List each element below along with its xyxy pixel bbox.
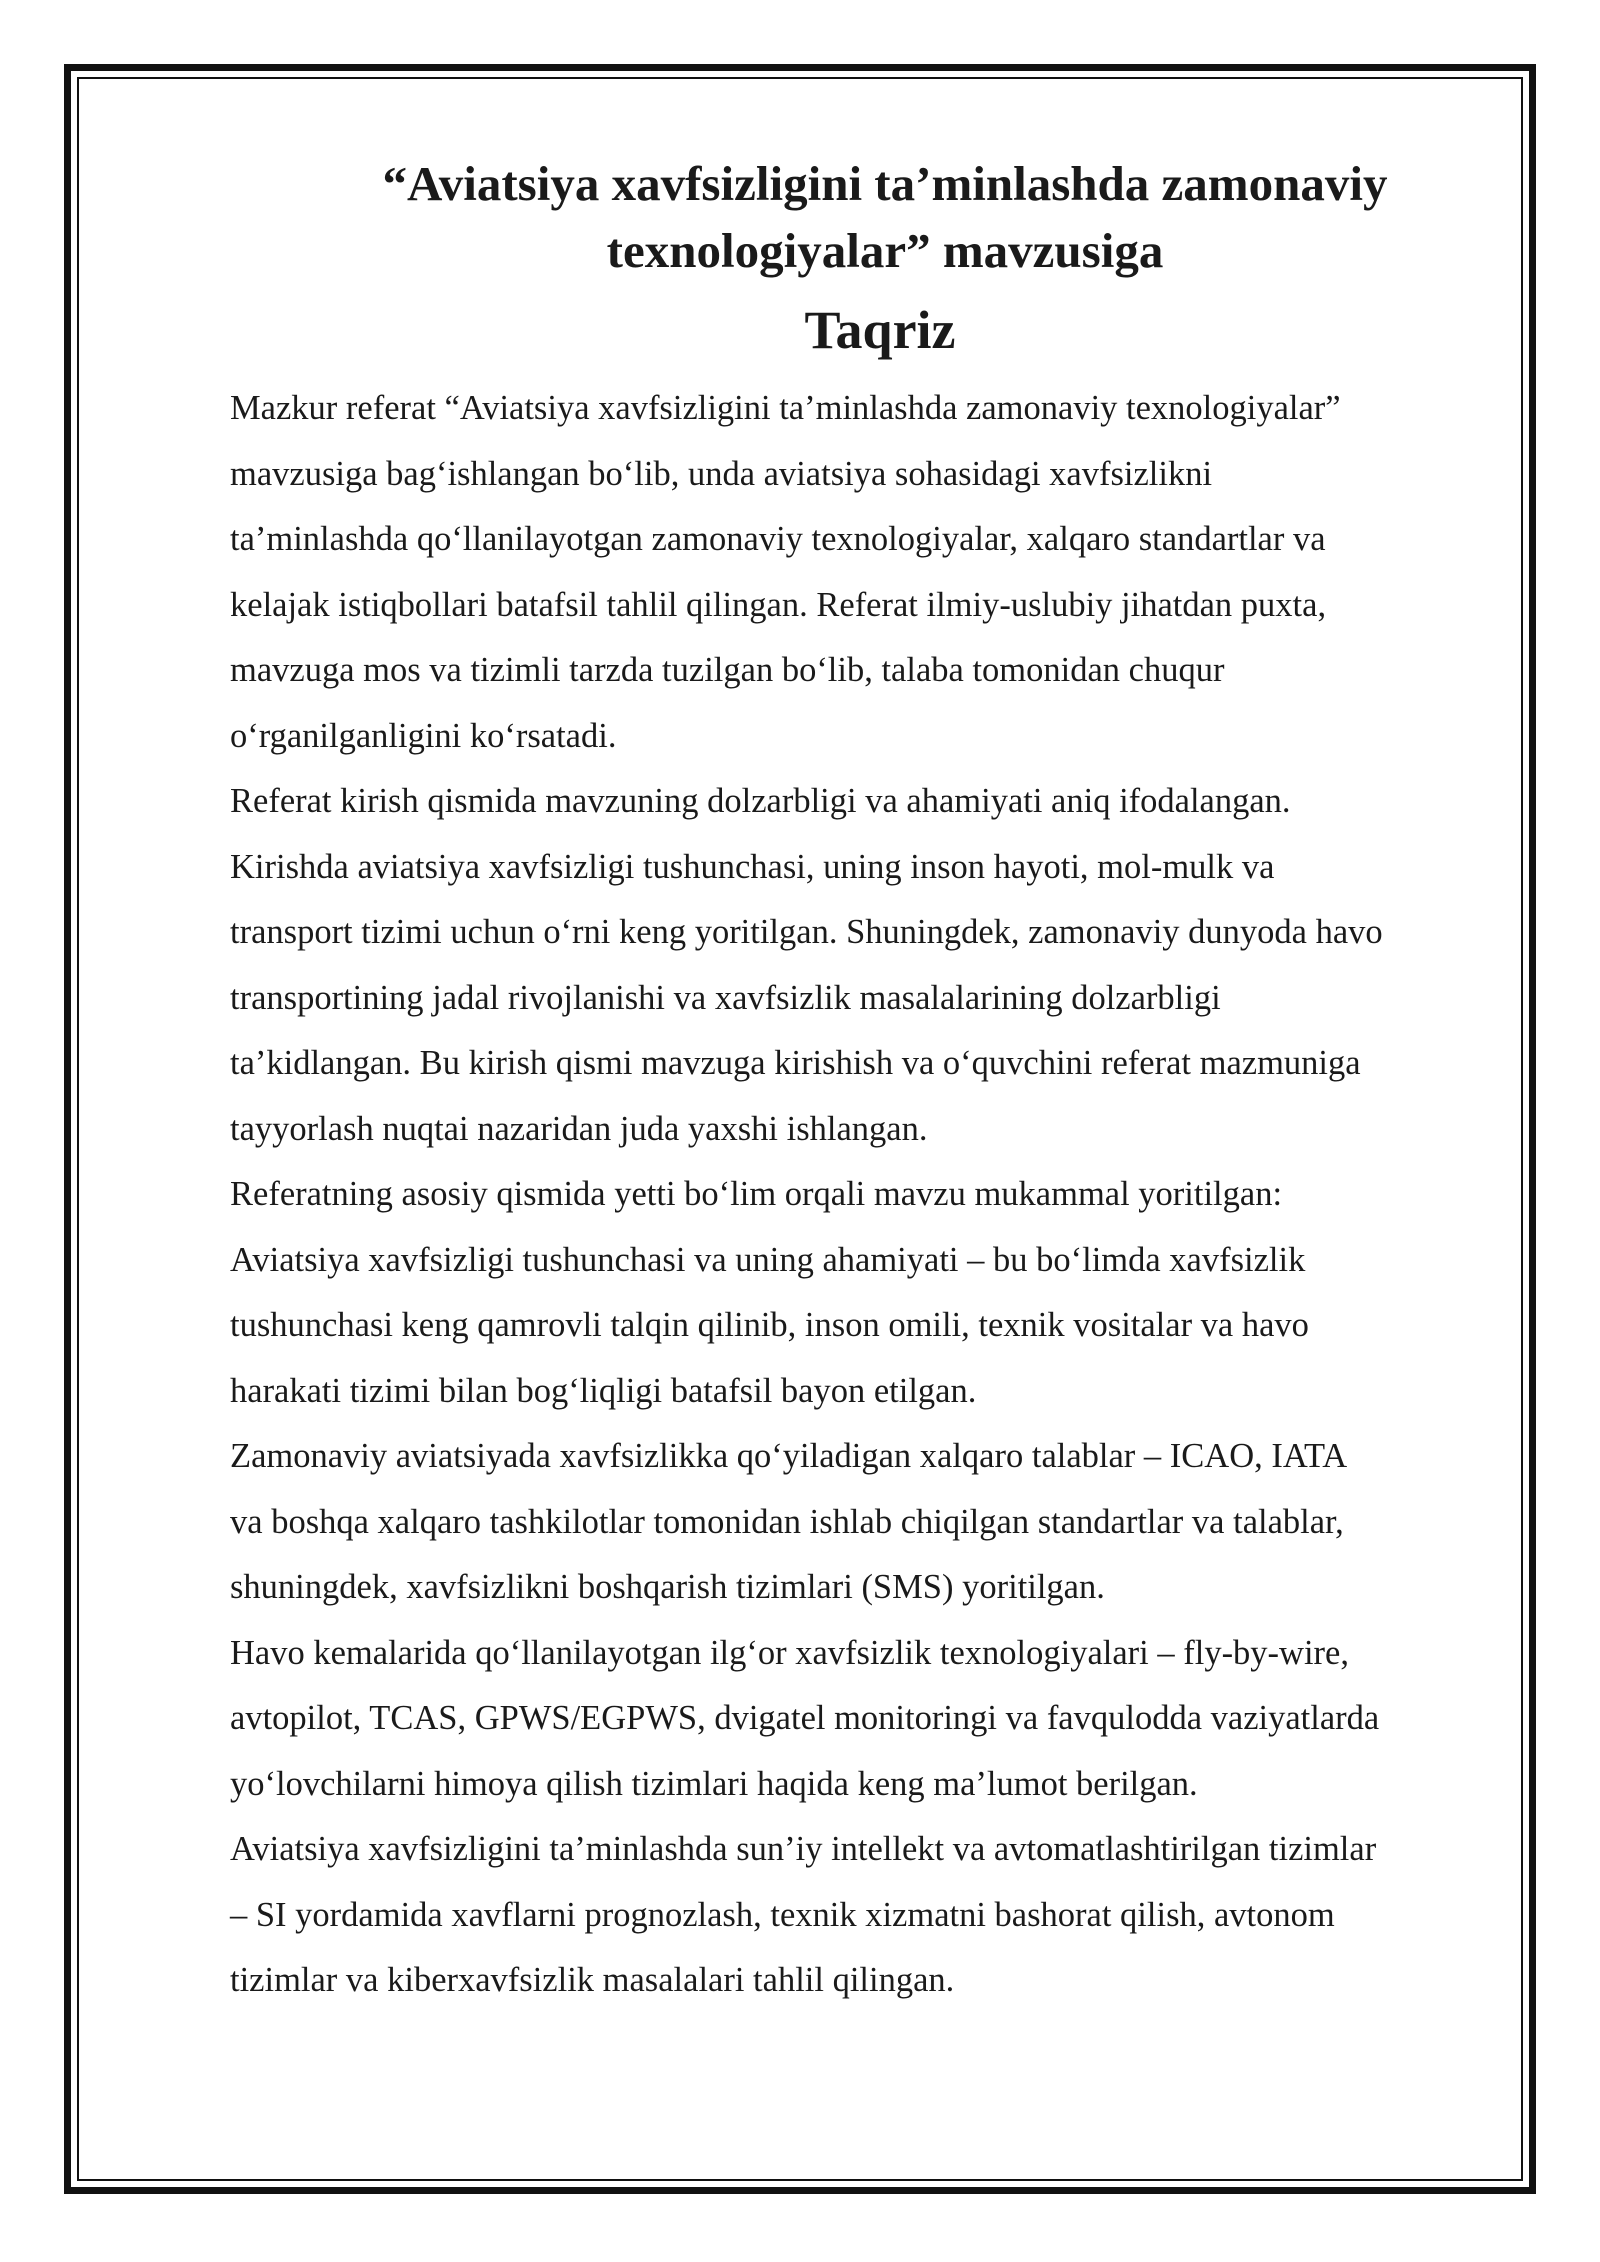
- body-line: mavzuga mos va tizimli tarzda tuzilgan bo‘lib, talaba tomonidan chuqur: [230, 651, 1225, 689]
- title-line: texnologiyalar” mavzusiga: [606, 223, 1164, 278]
- body-line: avtopilot, TCAS, GPWS/EGPWS, dvigatel monitoringi va favqulodda vaziyatlarda: [230, 1699, 1380, 1737]
- title-line: “Aviatsiya xavfsizligini ta’minlashda zamonaviy: [382, 156, 1388, 211]
- body-line: va boshqa xalqaro tashkilotlar tomonidan ishlab chiqilgan standartlar va talablar,: [230, 1502, 1344, 1541]
- body-line: tayyorlash nuqtai nazaridan juda yaxshi ishlangan.: [230, 1109, 928, 1148]
- body-line: kelajak istiqbollari batafsil tahlil qilingan. Referat ilmiy-uslubiy jihatdan puxta,: [230, 585, 1327, 624]
- body-line: transport tizimi uchun o‘rni keng yoritilgan. Shuningdek, zamonaviy dunyoda havo: [230, 913, 1383, 951]
- body-line: Aviatsiya xavfsizligini ta’minlashda sun’iy intellekt va avtomatlashtirilgan tizimlar: [230, 1830, 1377, 1868]
- body-line: transportining jadal rivojlanishi va xavfsizlik masalalarining dolzarbligi: [230, 978, 1221, 1017]
- document-title: [230, 150, 1530, 284]
- document-content: [230, 150, 1530, 2014]
- document-subtitle: Taqriz: [804, 300, 956, 360]
- body-line: harakati tizimi bilan bog‘liqligi batafsil bayon etilgan.: [230, 1371, 977, 1410]
- document-body: [230, 376, 1530, 2014]
- body-line: tizimlar va kiberxavfsizlik masalalari tahlil qilingan.: [230, 1961, 955, 1999]
- body-line: Kirishda aviatsiya xavfsizligi tushunchasi, uning inson hayoti, mol-mulk va: [230, 847, 1275, 886]
- body-line: ta’kidlangan. Bu kirish qismi mavzuga kirishish va o‘quvchini referat mazmuniga: [230, 1044, 1361, 1082]
- body-line: o‘rganilganligini ko‘rsatadi.: [230, 716, 617, 755]
- body-line: mavzusiga bag‘ishlangan bo‘lib, unda aviatsiya sohasidagi xavfsizlikni: [230, 454, 1213, 493]
- body-line: ta’minlashda qo‘llanilayotgan zamonaviy texnologiyalar, xalqaro standartlar va: [230, 520, 1326, 558]
- body-line: Zamonaviy aviatsiyada xavfsizlikka qo‘yiladigan xalqaro talablar – ICAO, IATA: [230, 1437, 1348, 1475]
- body-line: yo‘lovchilarni himoya qilish tizimlari haqida keng ma’lumot berilgan.: [230, 1764, 1198, 1803]
- body-line: tushunchasi keng qamrovli talqin qilinib, inson omili, texnik vositalar va havo: [230, 1306, 1309, 1344]
- body-line: Mazkur referat “Aviatsiya xavfsizligini ta’minlashda zamonaviy texnologiyalar”: [230, 389, 1341, 427]
- body-line: – SI yordamida xavflarni prognozlash, texnik xizmatni bashorat qilish, avtonom: [230, 1895, 1335, 1934]
- body-line: shuningdek, xavfsizlikni boshqarish tizimlari (SMS) yoritilgan.: [230, 1568, 1105, 1606]
- body-line: Referat kirish qismida mavzuning dolzarbligi va ahamiyati aniq ifodalangan.: [230, 782, 1291, 820]
- body-line: Aviatsiya xavfsizligi tushunchasi va uning ahamiyati – bu bo‘limda xavfsizlik: [230, 1240, 1306, 1279]
- body-line: Referatning asosiy qismida yetti bo‘lim orqali mavzu mukammal yoritilgan:: [230, 1175, 1283, 1213]
- body-line: Havo kemalarida qo‘llanilayotgan ilg‘or xavfsizlik texnologiyalari – fly-by-wire,: [230, 1633, 1349, 1672]
